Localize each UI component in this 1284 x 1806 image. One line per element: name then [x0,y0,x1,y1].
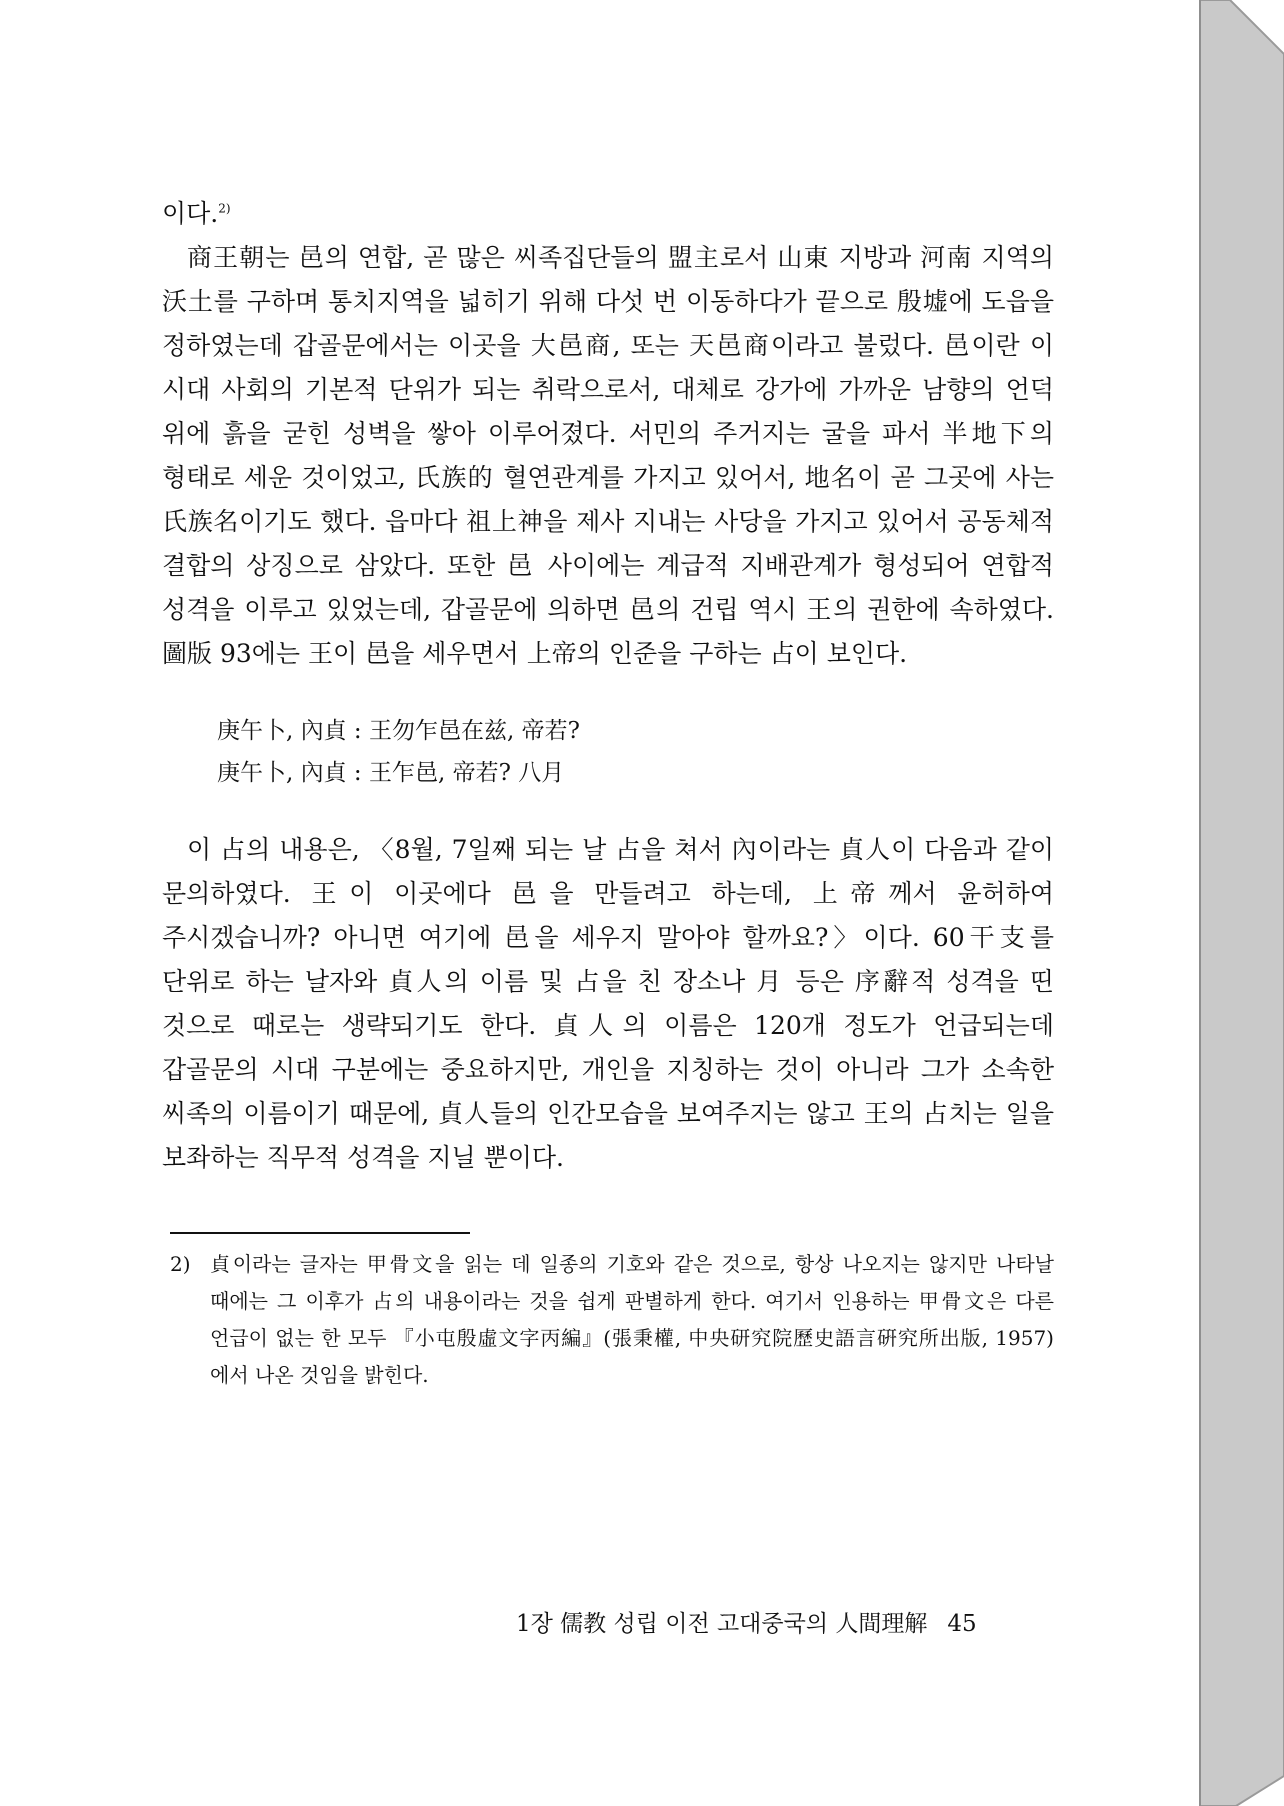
quote-line-1: 庚午卜, 內貞 : 王勿乍邑在兹, 帝若? [217,718,580,744]
footnote-reference: 2) [218,201,231,216]
footnote-number: 2) [170,1252,191,1276]
chapter-title: 1장 儒教 성립 이전 고대중국의 人間理解 [516,1611,928,1637]
oracle-inscription-quote [217,710,1054,794]
paragraph-1-text: 이다. [162,199,219,228]
page-number: 45 [947,1611,977,1637]
footnote-divider [170,1232,470,1234]
quote-line-2: 庚午卜, 內貞 : 王乍邑, 帝若? 八月 [217,760,565,786]
running-footer [516,1604,1066,1644]
paragraph-3: 이 占의 내용은, 〈8월, 7일째 되는 날 占을 쳐서 內이라는 貞人이 다음과 같이 문의하였다. 王이 이곳에다 邑을 만들려고 하는데, 上帝께서 윤허하여 주시겠습니까? 아니면 여기에 邑을 세우지 말아야 할까요?〉이다. 60干支를 단위로 하는 날자와 貞人의 이름 및 占을 친 장소나 月 등은 序辭적 성격을 띤 것으로 때로는 생략되기도 한다. 貞人의 이름은 120개 정도가 언급되는데 갑골문의 시대 구분에는 중요하지만, 개인을 지칭하는 것이 아니라 그가 소속한 씨족의 이름이기 때문에, 貞人들의 인간모습을 보여주지는 않고 王의 占치는 일을 보좌하는 직무적 성격을 지닐 뿐이다. [162,835,1054,1172]
paragraph-1 [162,192,1054,236]
page-content [162,192,1054,1394]
paragraph-2: 商王朝는 邑의 연합, 곧 많은 씨족집단들의 盟主로서 山東 지방과 河南 지역의 沃土를 구하며 통치지역을 넓히기 위해 다섯 번 이동하다가 끝으로 殷墟에 도읍을 정하였는데 갑골문에서는 이곳을 大邑商, 또는 天邑商이라고 불렀다. 邑이란 이 시대 사회의 기본적 단위가 되는 취락으로서, 대체로 강가에 가까운 남향의 언덕 위에 흙을 굳힌 성벽을 쌓아 이루어졌다. 서민의 주거지는 굴을 파서 半地下의 형태로 세운 것이었고, 氏族的 혈연관계를 가지고 있어서, 地名이 곧 그곳에 사는 氏族名이기도 했다. 읍마다 祖上神을 제사 지내는 사당을 가지고 있어서 공동체적 결합의 상징으로 삼았다. 또한 邑 사이에는 계급적 지배관계가 형성되어 연합적 성격을 이루고 있었는데, 갑골문에 의하면 邑의 건립 역시 王의 권한에 속하였다. 圖版 93에는 王이 邑을 세우면서 上帝의 인준을 구하는 占이 보인다. [162,243,1054,668]
footnote-text: 貞이라는 글자는 甲骨文을 읽는 데 일종의 기호와 같은 것으로, 항상 나오지는 않지만 나타날 때에는 그 이후가 占의 내용이라는 것을 쉽게 판별하게 한다. 여기서 인용하는 甲骨文은 다른 언급이 없는 한 모두 『小屯殷虛文字丙編』(張秉權, 中央研究院歷史語言硏究所出版, 1957)에서 나온 것임을 밝힌다. [210,1252,1054,1387]
footnote-2 [170,1246,1054,1394]
